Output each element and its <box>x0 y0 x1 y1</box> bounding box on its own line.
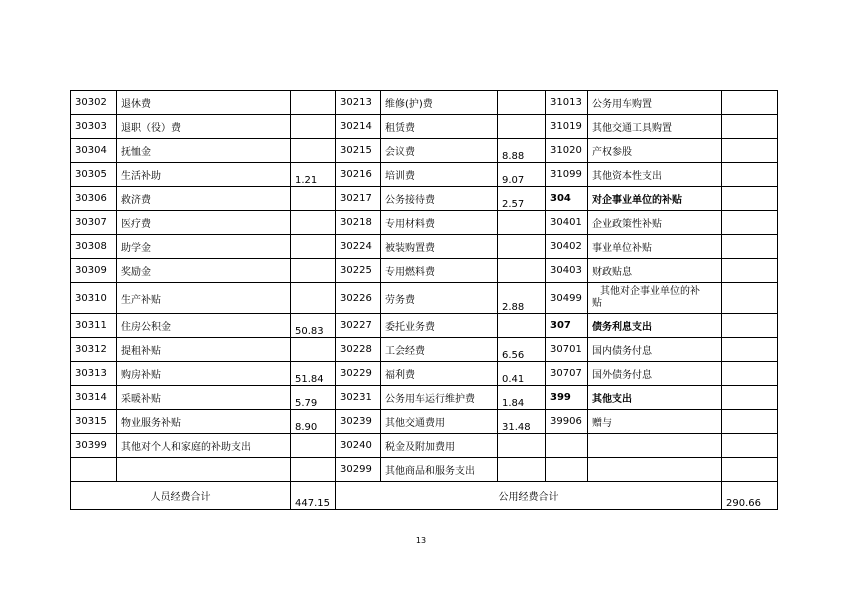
amount-cell <box>722 338 778 362</box>
item-name-cell: 企业政策性补贴 <box>588 211 722 235</box>
amount-cell <box>722 211 778 235</box>
item-name-cell: 维修(护)费 <box>381 91 498 115</box>
code-cell: 30399 <box>71 434 117 458</box>
item-name-cell <box>588 458 722 482</box>
amount-cell: 5.79 <box>291 386 336 410</box>
table-row <box>71 211 778 235</box>
code-cell <box>546 458 588 482</box>
item-name-cell <box>588 283 722 314</box>
code-cell: 30308 <box>71 235 117 259</box>
item-name-cell <box>117 458 291 482</box>
table-row <box>71 235 778 259</box>
amount-cell <box>498 458 546 482</box>
amount-cell: 6.56 <box>498 338 546 362</box>
code-cell: 30304 <box>71 139 117 163</box>
amount-cell <box>722 458 778 482</box>
amount-cell <box>498 115 546 139</box>
amount-cell <box>291 259 336 283</box>
item-name-cell: 退休费 <box>117 91 291 115</box>
amount-cell <box>722 139 778 163</box>
amount-cell <box>722 283 778 314</box>
amount-cell <box>498 211 546 235</box>
item-name-cell: 委托业务费 <box>381 314 498 338</box>
amount-cell <box>291 235 336 259</box>
amount-cell <box>722 386 778 410</box>
code-cell: 30217 <box>336 187 381 211</box>
amount-cell <box>291 91 336 115</box>
amount-cell <box>291 211 336 235</box>
totals-row <box>71 482 778 510</box>
code-cell: 30228 <box>336 338 381 362</box>
item-name-cell <box>588 434 722 458</box>
code-cell: 31020 <box>546 139 588 163</box>
table-row <box>71 187 778 211</box>
code-cell: 30306 <box>71 187 117 211</box>
code-cell: 30229 <box>336 362 381 386</box>
amount-cell: 1.84 <box>498 386 546 410</box>
page-number: 13 <box>415 536 427 545</box>
amount-cell <box>291 187 336 211</box>
table-row <box>71 163 778 187</box>
code-cell: 30314 <box>71 386 117 410</box>
amount-cell <box>722 434 778 458</box>
code-cell: 31019 <box>546 115 588 139</box>
item-name-cell: 产权参股 <box>588 139 722 163</box>
item-name-cell: 赠与 <box>588 410 722 434</box>
item-name-cell: 医疗费 <box>117 211 291 235</box>
item-name-cell: 专用燃料费 <box>381 259 498 283</box>
item-name-cell: 事业单位补贴 <box>588 235 722 259</box>
amount-cell: 31.48 <box>498 410 546 434</box>
code-cell: 30239 <box>336 410 381 434</box>
code-cell: 30401 <box>546 211 588 235</box>
code-cell: 31099 <box>546 163 588 187</box>
item-name-cell: 物业服务补贴 <box>117 410 291 434</box>
amount-cell <box>291 434 336 458</box>
item-name-cell: 被装购置费 <box>381 235 498 259</box>
item-name-cell: 福利费 <box>381 362 498 386</box>
category-code-cell: 399 <box>546 386 588 410</box>
item-name-cell: 劳务费 <box>381 283 498 314</box>
item-name-cell: 生产补贴 <box>117 283 291 314</box>
code-cell: 30231 <box>336 386 381 410</box>
table-row <box>71 386 778 410</box>
item-name-line: 贴 <box>592 298 602 309</box>
item-name-cell: 国内债务付息 <box>588 338 722 362</box>
table-row <box>71 283 778 314</box>
amount-cell <box>722 163 778 187</box>
item-name-cell: 公务用车运行维护费 <box>381 386 498 410</box>
amount-cell <box>291 283 336 314</box>
code-cell: 30213 <box>336 91 381 115</box>
category-code-cell: 307 <box>546 314 588 338</box>
category-name-cell: 其他支出 <box>588 386 722 410</box>
table-row <box>71 458 778 482</box>
code-cell: 30313 <box>71 362 117 386</box>
code-cell: 30214 <box>336 115 381 139</box>
code-cell: 30299 <box>336 458 381 482</box>
amount-cell <box>498 91 546 115</box>
amount-cell <box>722 314 778 338</box>
code-cell: 30215 <box>336 139 381 163</box>
item-name-cell: 生活补助 <box>117 163 291 187</box>
item-name-cell: 采暖补贴 <box>117 386 291 410</box>
amount-cell <box>498 235 546 259</box>
item-name-cell: 提租补贴 <box>117 338 291 362</box>
code-cell: 30226 <box>336 283 381 314</box>
amount-cell <box>722 410 778 434</box>
amount-cell <box>722 91 778 115</box>
item-name-cell: 会议费 <box>381 139 498 163</box>
code-cell: 30402 <box>546 235 588 259</box>
amount-cell <box>291 115 336 139</box>
item-name-cell: 退职（役）费 <box>117 115 291 139</box>
item-name-cell: 财政贴息 <box>588 259 722 283</box>
code-cell: 30701 <box>546 338 588 362</box>
table-row <box>71 434 778 458</box>
item-name-cell: 公务接待费 <box>381 187 498 211</box>
code-cell: 30216 <box>336 163 381 187</box>
amount-cell <box>498 314 546 338</box>
code-cell: 30315 <box>71 410 117 434</box>
amount-cell: 1.21 <box>291 163 336 187</box>
expenditure-table <box>70 90 778 510</box>
code-cell: 30302 <box>71 91 117 115</box>
amount-cell: 2.57 <box>498 187 546 211</box>
item-name-cell: 其他交通工具购置 <box>588 115 722 139</box>
public-total-value: 290.66 <box>722 482 778 510</box>
table-row <box>71 362 778 386</box>
amount-cell <box>291 338 336 362</box>
category-name-cell: 对企事业单位的补贴 <box>588 187 722 211</box>
code-cell: 30218 <box>336 211 381 235</box>
item-name-cell: 其他资本性支出 <box>588 163 722 187</box>
table-row <box>71 91 778 115</box>
amount-cell: 50.83 <box>291 314 336 338</box>
personnel-total-value: 447.15 <box>291 482 336 510</box>
amount-cell: 9.07 <box>498 163 546 187</box>
public-total-label: 公用经费合计 <box>336 482 722 510</box>
category-name-cell: 债务利息支出 <box>588 314 722 338</box>
item-name-cell: 租赁费 <box>381 115 498 139</box>
amount-cell <box>291 139 336 163</box>
item-name-cell: 工会经费 <box>381 338 498 362</box>
item-name-cell: 其他对个人和家庭的补助支出 <box>117 434 291 458</box>
code-cell: 30240 <box>336 434 381 458</box>
personnel-total-label: 人员经费合计 <box>71 482 291 510</box>
code-cell <box>546 434 588 458</box>
item-name-cell: 其他交通费用 <box>381 410 498 434</box>
code-cell: 30303 <box>71 115 117 139</box>
amount-cell: 2.88 <box>498 283 546 314</box>
item-name-cell: 其他商品和服务支出 <box>381 458 498 482</box>
code-cell <box>71 458 117 482</box>
amount-cell: 8.88 <box>498 139 546 163</box>
item-name-line: 其他对企事业单位的补 <box>600 286 700 297</box>
table-row <box>71 139 778 163</box>
item-name-cell: 税金及附加费用 <box>381 434 498 458</box>
code-cell: 30310 <box>71 283 117 314</box>
amount-cell <box>722 235 778 259</box>
item-name-cell: 国外债务付息 <box>588 362 722 386</box>
amount-cell <box>722 187 778 211</box>
code-cell: 30305 <box>71 163 117 187</box>
category-code-cell: 304 <box>546 187 588 211</box>
item-name-cell: 培训费 <box>381 163 498 187</box>
item-name-cell: 助学金 <box>117 235 291 259</box>
code-cell: 30312 <box>71 338 117 362</box>
table-row <box>71 259 778 283</box>
amount-cell <box>722 259 778 283</box>
code-cell: 31013 <box>546 91 588 115</box>
item-name-cell: 奖励金 <box>117 259 291 283</box>
item-name-cell: 救济费 <box>117 187 291 211</box>
code-cell: 30403 <box>546 259 588 283</box>
code-cell: 30225 <box>336 259 381 283</box>
amount-cell <box>291 458 336 482</box>
item-name-cell: 购房补贴 <box>117 362 291 386</box>
amount-cell <box>498 259 546 283</box>
code-cell: 30309 <box>71 259 117 283</box>
amount-cell <box>722 115 778 139</box>
code-cell: 30307 <box>71 211 117 235</box>
code-cell: 39906 <box>546 410 588 434</box>
code-cell: 30227 <box>336 314 381 338</box>
table-row <box>71 314 778 338</box>
amount-cell: 8.90 <box>291 410 336 434</box>
item-name-cell: 专用材料费 <box>381 211 498 235</box>
code-cell: 30499 <box>546 283 588 314</box>
item-name-cell: 公务用车购置 <box>588 91 722 115</box>
code-cell: 30311 <box>71 314 117 338</box>
amount-cell: 51.84 <box>291 362 336 386</box>
item-name-cell: 抚恤金 <box>117 139 291 163</box>
amount-cell <box>722 362 778 386</box>
item-name-cell: 住房公积金 <box>117 314 291 338</box>
code-cell: 30707 <box>546 362 588 386</box>
amount-cell: 0.41 <box>498 362 546 386</box>
table-row <box>71 410 778 434</box>
code-cell: 30224 <box>336 235 381 259</box>
table-row <box>71 115 778 139</box>
amount-cell <box>498 434 546 458</box>
table-row <box>71 338 778 362</box>
